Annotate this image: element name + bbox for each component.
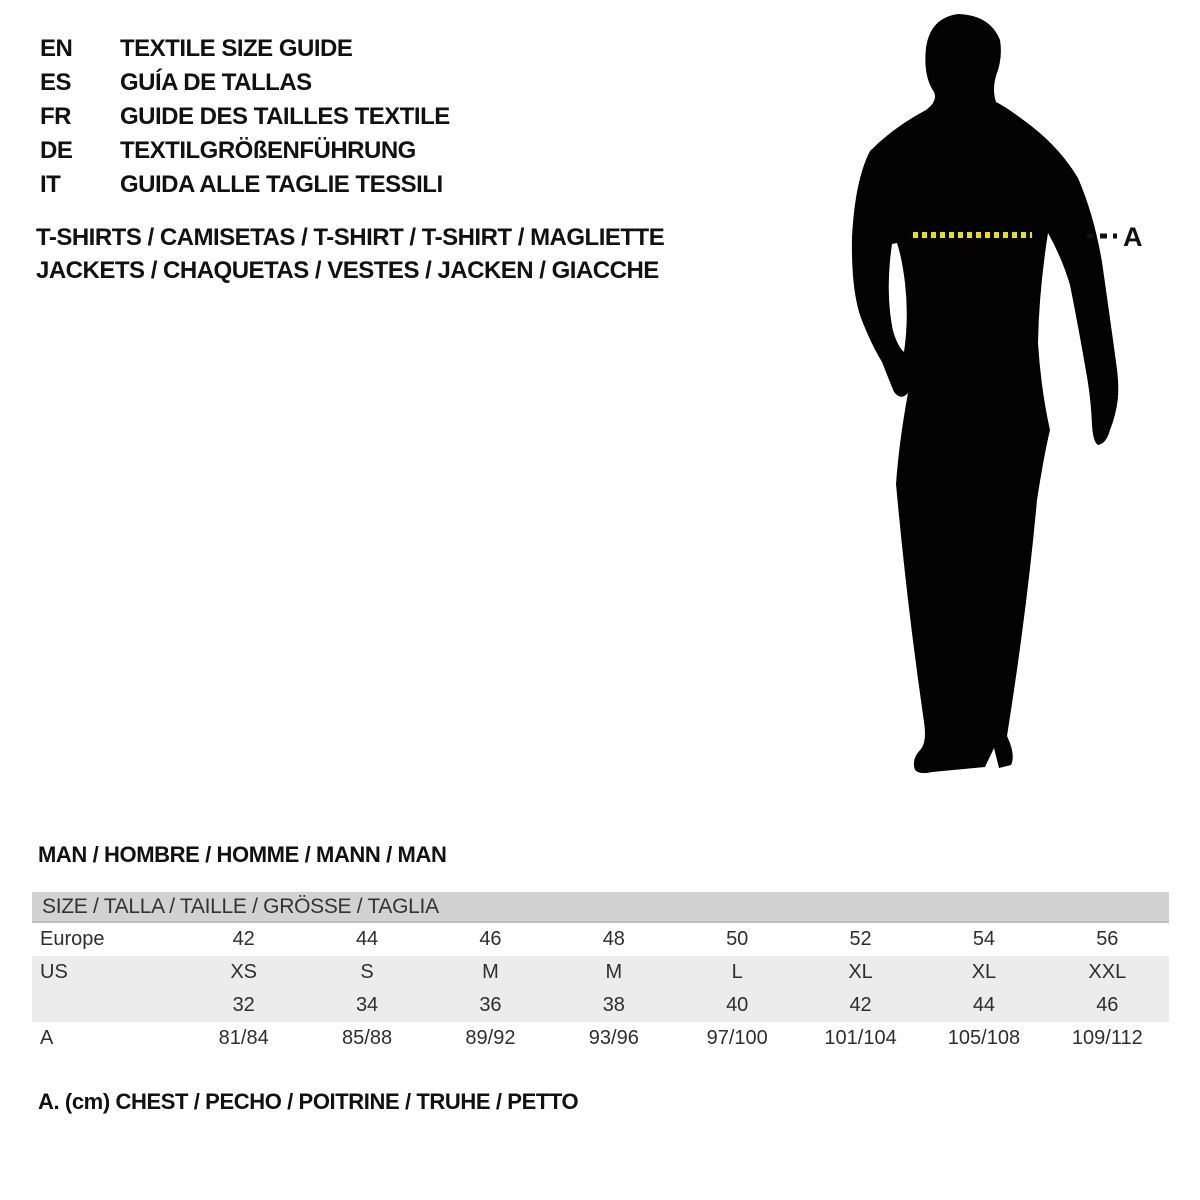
language-code: DE xyxy=(40,137,73,164)
size-cell: 109/112 xyxy=(1071,1027,1143,1049)
size-table-header: SIZE / TALLA / TAILLE / GRÖSSE / TAGLIA xyxy=(32,892,1169,923)
language-code: EN xyxy=(40,35,73,62)
size-cell: 44 xyxy=(972,994,996,1016)
language-title: TEXTILE SIZE GUIDE xyxy=(120,35,353,62)
size-cell: 42 xyxy=(849,994,872,1016)
man-silhouette xyxy=(852,14,1118,773)
size-cell: 85/88 xyxy=(342,1027,393,1049)
size-table-body xyxy=(32,923,1169,1055)
language-title: GUÍA DE TALLAS xyxy=(120,69,312,96)
size-cell: 40 xyxy=(726,994,749,1016)
language-row xyxy=(40,134,450,168)
category-line: JACKETS / CHAQUETAS / VESTES / JACKEN / GIACCHE xyxy=(36,257,659,284)
language-row xyxy=(40,32,450,66)
measurement-label-a: A xyxy=(1123,222,1143,252)
section-title: MAN / HOMBRE / HOMME / MANN / MAN xyxy=(38,842,447,867)
size-cell: 105/108 xyxy=(947,1027,1021,1049)
category-list xyxy=(36,221,664,287)
size-cell: 38 xyxy=(602,994,625,1016)
size-table xyxy=(32,892,1169,1055)
table-row xyxy=(32,923,1169,956)
language-code: ES xyxy=(40,69,72,96)
row-label: US xyxy=(40,961,68,983)
row-label: Europe xyxy=(40,928,105,950)
size-cell: S xyxy=(360,961,374,983)
size-cell: 50 xyxy=(726,928,749,950)
size-cell: 56 xyxy=(1096,928,1119,950)
size-cell: 34 xyxy=(355,994,379,1016)
size-cell: 46 xyxy=(479,928,502,950)
language-title: TEXTILGRÖßENFÜHRUNG xyxy=(120,137,416,164)
size-cell: 46 xyxy=(1096,994,1119,1016)
size-cell: M xyxy=(605,961,623,983)
language-title-list xyxy=(40,32,450,202)
language-code: IT xyxy=(40,171,61,198)
language-row xyxy=(40,100,450,134)
size-cell: XXL xyxy=(1088,961,1127,983)
size-cell: 52 xyxy=(849,928,872,950)
size-cell: XS xyxy=(230,961,258,983)
language-row xyxy=(40,66,450,100)
category-line: T-SHIRTS / CAMISETAS / T-SHIRT / T-SHIRT / MAGLIETTE xyxy=(36,224,665,251)
size-cell: L xyxy=(731,961,743,983)
size-cell: 89/92 xyxy=(465,1027,516,1049)
language-row xyxy=(40,168,450,202)
size-cell: XL xyxy=(848,961,873,983)
size-cell: 54 xyxy=(972,928,996,950)
size-cell: 48 xyxy=(602,928,625,950)
language-title: GUIDE DES TAILLES TEXTILE xyxy=(120,103,450,130)
size-cell: 101/104 xyxy=(824,1027,897,1049)
size-cell: 81/84 xyxy=(218,1027,269,1049)
size-cell: M xyxy=(482,961,499,983)
language-code: FR xyxy=(40,103,71,130)
table-row xyxy=(32,956,1169,989)
size-cell: 36 xyxy=(479,994,502,1016)
size-cell: 42 xyxy=(232,928,255,950)
man-figure xyxy=(820,0,1200,800)
row-label: A xyxy=(40,1027,54,1049)
size-cell: 32 xyxy=(232,994,255,1016)
size-cell: 44 xyxy=(355,928,379,950)
size-cell: 97/100 xyxy=(706,1027,768,1049)
man-silhouette-svg xyxy=(820,0,1200,800)
size-cell: XL xyxy=(971,961,997,983)
language-title: GUIDA ALLE TAGLIE TESSILI xyxy=(120,171,443,198)
table-row xyxy=(32,989,1169,1022)
table-row xyxy=(32,1022,1169,1055)
size-cell: 93/96 xyxy=(588,1027,639,1049)
footnote: A. (cm) CHEST / PECHO / POITRINE / TRUHE / PETTO xyxy=(38,1089,579,1114)
